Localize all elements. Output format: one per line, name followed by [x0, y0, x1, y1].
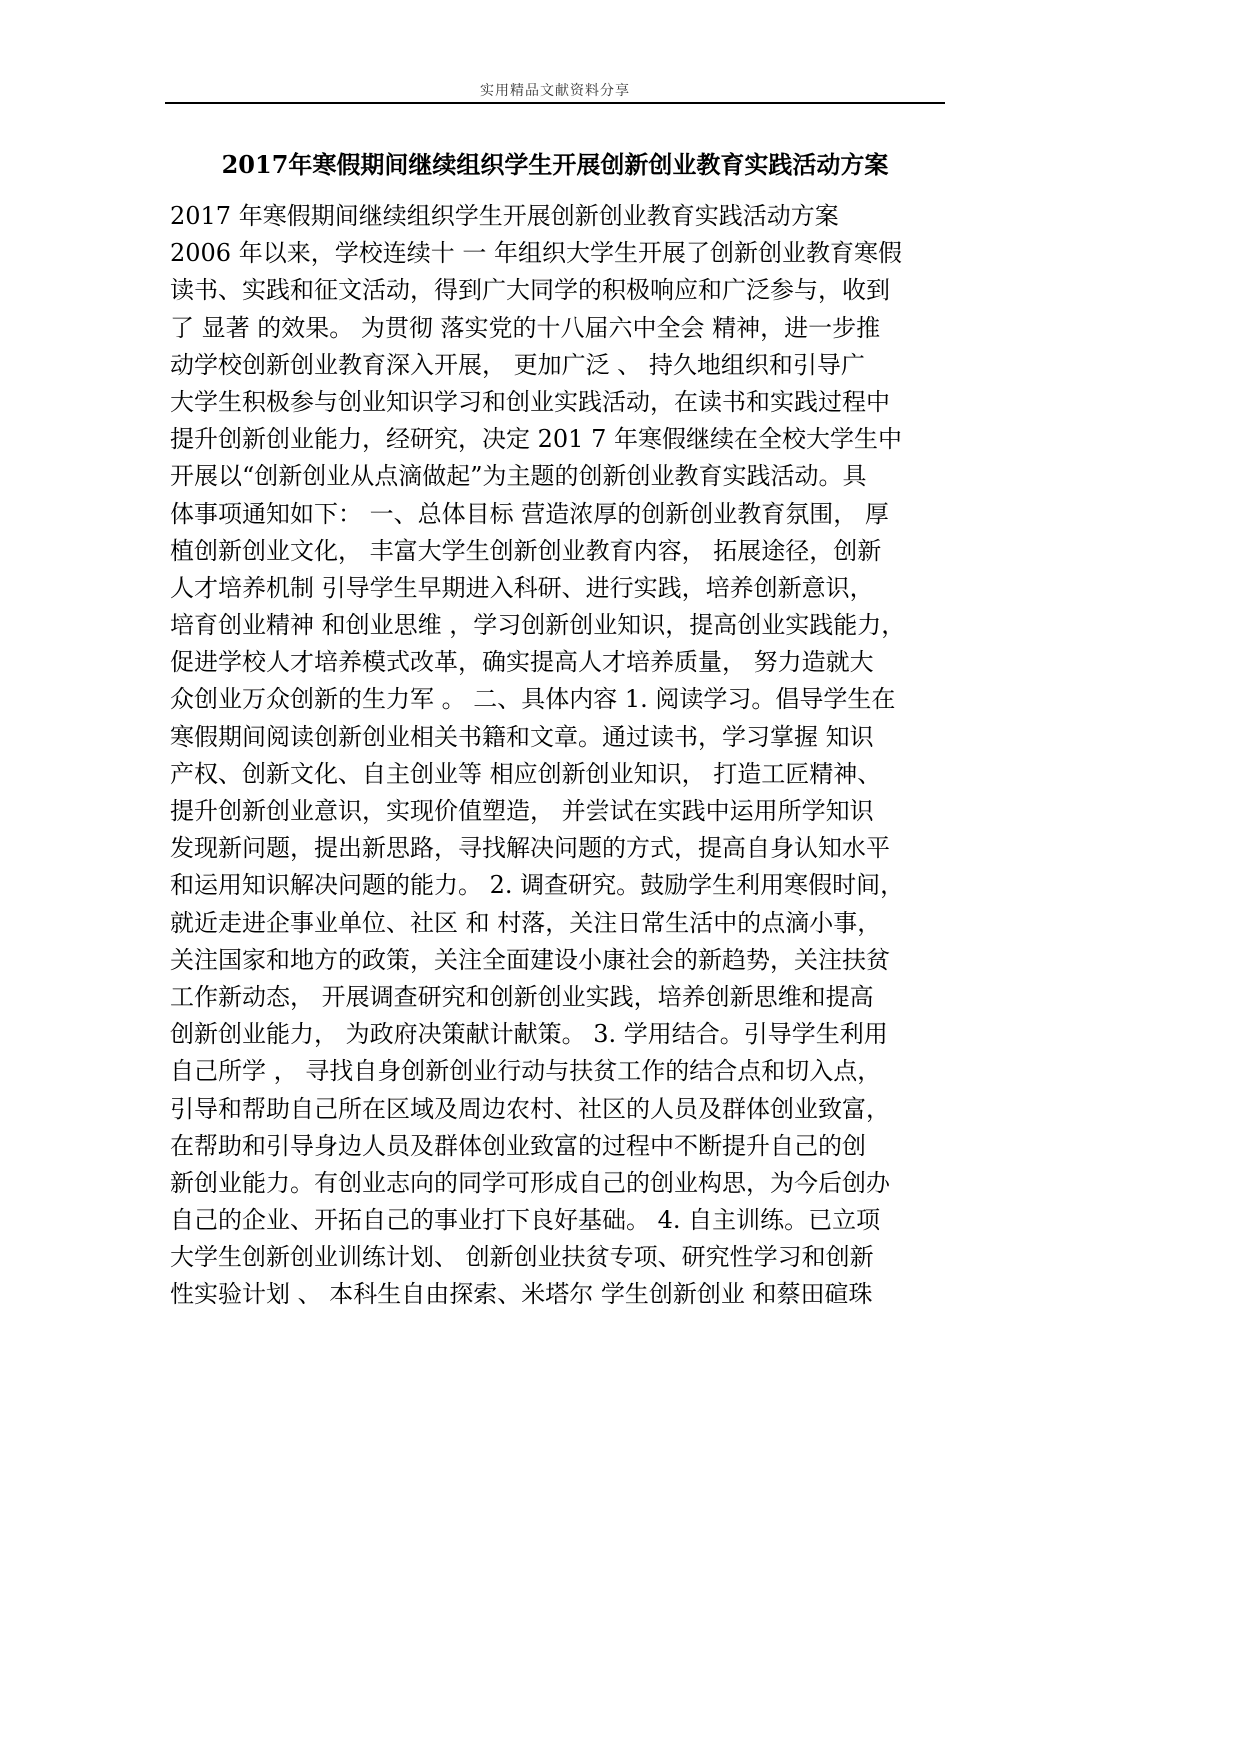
- body-line: 就近走进企事业单位、社区 和 村落，关注日常生活中的点滴小事，: [170, 908, 882, 937]
- body-line: 提升创新创业能力，经研究，决定 201 7 年寒假继续在全校大学生中: [170, 425, 902, 454]
- body-line: 体事项通知如下： 一、总体目标 营造浓厚的创新创业教育氛围， 厚: [170, 499, 889, 528]
- body-line: 工作新动态， 开展调查研究和创新创业实践，培养创新思维和提高: [170, 982, 874, 1011]
- body-line: 了 显著 的效果。 为贯彻 落实党的十八届六中全会 精神，进一步推: [170, 313, 881, 342]
- body-line: 人才培养机制 引导学生早期进入科研、进行实践，培养创新意识，: [170, 573, 874, 602]
- body-line: 自己所学 ， 寻找自身创新创业行动与扶贫工作的结合点和切入点，: [170, 1057, 882, 1086]
- body-line: 大学生积极参与创业知识学习和创业实践活动，在读书和实践过程中: [170, 387, 890, 416]
- header-divider: [165, 102, 945, 104]
- body-line: 产权、创新文化、自主创业等 相应创新创业知识， 打造工匠精神、: [170, 759, 882, 788]
- body-line: 开展以“创新创业从点滴做起”为主题的创新创业教育实践活动。具: [170, 462, 867, 491]
- body-line: 寒假期间阅读创新创业相关书籍和文章。通过读书，学习掌握 知识: [170, 722, 874, 751]
- page-header: 实用精品文献资料分享: [480, 83, 630, 99]
- body-text: [170, 198, 945, 1314]
- body-line: 促进学校人才培养模式改革，确实提高人才培养质量， 努力造就大: [170, 648, 874, 677]
- body-line: 植创新创业文化， 丰富大学生创新创业教育内容， 拓展途径，创新: [170, 536, 882, 565]
- body-line: 自己的企业、开拓自己的事业打下良好基础。 4. 自主训练。已立项: [170, 1206, 881, 1235]
- body-line: 2006 年以来，学校连续十 一 年组织大学生开展了创新创业教育寒假: [170, 239, 902, 268]
- body-line: 2017 年寒假期间继续组织学生开展创新创业教育实践活动方案: [170, 202, 839, 230]
- body-line: 引导和帮助自己所在区域及周边农村、社区的人员及群体创业致富，: [170, 1094, 890, 1123]
- body-line: 提升创新创业意识，实现价值塑造， 并尝试在实践中运用所学知识: [170, 797, 874, 825]
- body-line: 动学校创新创业教育深入开展， 更加广泛 、 持久地组织和引导广: [170, 350, 865, 379]
- body-line: 性实验计划 、 本科生自由探索、米塔尔 学生创新创业 和蔡田碹珠: [170, 1280, 873, 1309]
- body-line: 和运用知识解决问题的能力。 2. 调查研究。鼓励学生利用寒假时间，: [170, 871, 905, 900]
- document-title: 2017年寒假期间继续组织学生开展创新创业教育实践活动方案: [221, 150, 889, 179]
- body-line: 创新创业能力， 为政府决策献计献策。 3. 学用结合。引导学生利用: [170, 1020, 888, 1049]
- body-line: 关注国家和地方的政策，关注全面建设小康社会的新趋势，关注扶贫: [170, 945, 890, 974]
- body-line: 在帮助和引导身边人员及群体创业致富的过程中不断提升自己的创: [170, 1131, 866, 1160]
- body-line: 读书、实践和征文活动，得到广大同学的积极响应和广泛参与，收到: [170, 276, 890, 305]
- body-line: 众创业万众创新的生力军 。 二、具体内容 1. 阅读学习。倡导学生在: [170, 685, 896, 714]
- body-line: 发现新问题，提出新思路，寻找解决问题的方式，提高自身认知水平: [170, 834, 890, 863]
- body-line: 培育创业精神 和创业思维 ，学习创新创业知识，提高创业实践能力，: [170, 611, 906, 640]
- body-line: 大学生创新创业训练计划、 创新创业扶贫专项、研究性学习和创新: [170, 1243, 874, 1272]
- body-line: 新创业能力。有创业志向的同学可形成自己的创业构思，为今后创办: [170, 1168, 890, 1197]
